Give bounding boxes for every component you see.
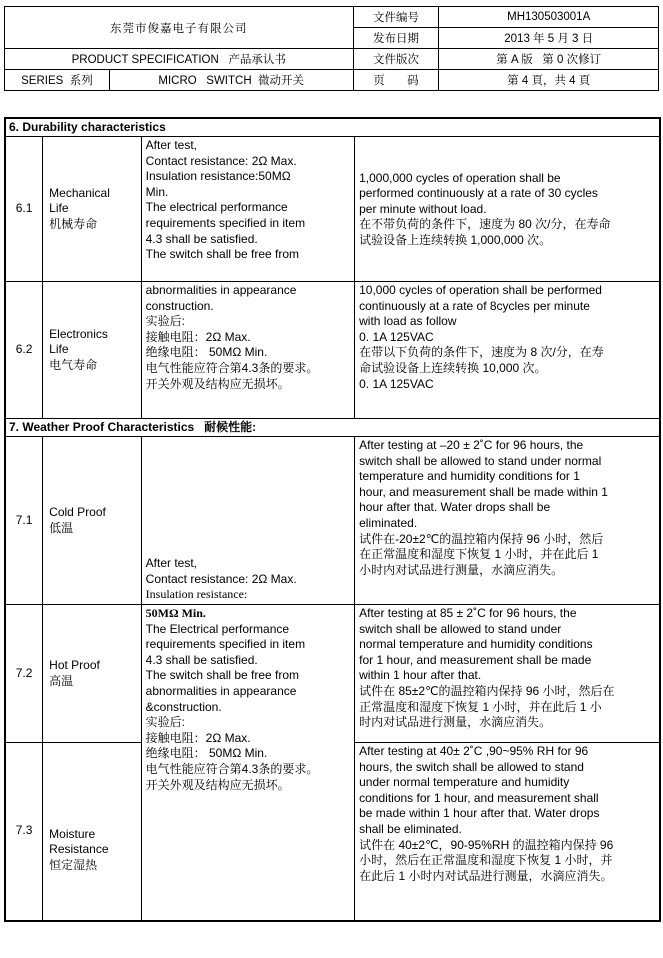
desc-line: 在不带负荷的条件下，速度为 80 次/分，在寿命 bbox=[359, 217, 611, 232]
req-line: abnormalities in appearance bbox=[145, 283, 297, 297]
requirements-cell bbox=[141, 437, 354, 605]
item-name-line: Cold Proof bbox=[49, 504, 106, 519]
item-name bbox=[43, 282, 141, 419]
req-line: 实验后: bbox=[145, 314, 185, 329]
desc-line: continuously at a rate of 8cycles per minute bbox=[359, 298, 590, 313]
desc-line: normal temperature and humidity conditions bbox=[359, 637, 593, 652]
desc-line: with load as follow bbox=[359, 314, 457, 329]
req-line: The switch shall be free from bbox=[145, 668, 300, 683]
desc-line: eliminated. bbox=[359, 515, 418, 530]
req-line: requirements specified in item bbox=[145, 637, 306, 652]
req-line: After test, bbox=[145, 556, 198, 571]
description-cell bbox=[355, 282, 660, 419]
item-number: 7.1 bbox=[5, 437, 43, 605]
desc-line: 命试验设备上连续转换 10,000 次。 bbox=[359, 360, 547, 375]
desc-line: per minute without load. bbox=[359, 201, 487, 216]
req-line: Contact resistance: 2Ω Max. bbox=[145, 153, 297, 168]
field-label: 发布日期 bbox=[353, 28, 439, 49]
desc-line: 10,000 cycles of operation shall be performed bbox=[359, 283, 602, 297]
desc-line: 1,000,000 cycles of operation shall be bbox=[359, 170, 561, 185]
item-name bbox=[43, 743, 141, 921]
req-line: construction. bbox=[145, 298, 214, 313]
field-label: 文件版次 bbox=[353, 49, 439, 70]
req-line: &construction. bbox=[145, 699, 222, 714]
desc-line: conditions for 1 hour, and measurement shall bbox=[359, 790, 599, 805]
desc-line: 试件在 85±2℃的温控箱内保持 96 小时，然后在 bbox=[359, 683, 615, 698]
req-line: requirements specified in item bbox=[145, 215, 306, 230]
description-cell bbox=[355, 743, 660, 921]
desc-line: After testing at 85 ± 2˚C for 96 hours, the bbox=[359, 606, 577, 620]
item-name-line: Electronics bbox=[49, 326, 108, 341]
item-name bbox=[43, 605, 141, 743]
section-title: 6. Durability characteristics bbox=[5, 118, 660, 137]
item-number: 6.2 bbox=[5, 282, 43, 419]
req-line: The electrical performance bbox=[145, 200, 288, 215]
desc-line: be made within 1 hour after that. Water drops bbox=[359, 806, 600, 821]
desc-line: 0. 1A 125VAC bbox=[359, 329, 434, 344]
item-name-line: Life bbox=[49, 342, 69, 357]
field-value: MH130503001A bbox=[439, 7, 659, 28]
desc-line: 试件在 40±2℃，90-95%RH 的温控箱内保持 96 bbox=[359, 837, 614, 852]
req-line: 电气性能应符合第4.3条的要求。 bbox=[145, 360, 319, 375]
item-name bbox=[43, 137, 141, 282]
field-value: 第 4 頁，共 4 頁 bbox=[439, 70, 659, 91]
item-name-line: Resistance bbox=[49, 842, 109, 857]
series-label: SERIES 系列 bbox=[5, 70, 110, 91]
desc-line: for 1 hour, and measurement shall be made bbox=[359, 652, 592, 667]
req-line: 50MΩ Min. bbox=[145, 606, 206, 620]
item-number: 6.1 bbox=[5, 137, 43, 282]
field-value: 第 A 版 第 0 次修订 bbox=[439, 49, 659, 70]
field-label: 页 码 bbox=[353, 70, 439, 91]
desc-line: temperature and humidity conditions for 1 bbox=[359, 469, 580, 484]
desc-line: under normal temperature and humidity bbox=[359, 775, 570, 790]
desc-line: 在正常温度和湿度下恢复 1 小时，并在此后 1 bbox=[359, 547, 599, 562]
req-line: 绝缘电阻： 50MΩ Min. bbox=[145, 345, 268, 360]
item-name-line: 低温 bbox=[49, 520, 74, 535]
desc-line: 试件在-20±2℃的温控箱内保持 96 小时，然后 bbox=[359, 531, 604, 546]
desc-line: hour after that. Water drops shall be bbox=[359, 500, 551, 515]
field-value: 2013 年 5 月 3 日 bbox=[439, 28, 659, 49]
desc-line: 在此后 1 小时内对试品进行测量，水滴应消失。 bbox=[359, 868, 613, 883]
desc-line: After testing at –20 ± 2˚C for 96 hours, the bbox=[359, 438, 584, 452]
desc-line: within 1 hour after that. bbox=[359, 668, 482, 683]
req-line: 电气性能应符合第4.3条的要求。 bbox=[145, 761, 319, 776]
desc-line: After testing at 40± 2˚C ,90~95% RH for 96 bbox=[359, 744, 589, 758]
req-line: 绝缘电阻： 50MΩ Min. bbox=[145, 746, 268, 761]
desc-line: 正常温度和湿度下恢复 1 小时，并在此后 1 小 bbox=[359, 699, 602, 714]
desc-line: 时内对试品进行测量，水滴应消失。 bbox=[359, 715, 552, 730]
item-name-line: Hot Proof bbox=[49, 657, 100, 672]
desc-line: shall be eliminated. bbox=[359, 821, 462, 836]
req-line: The Electrical performance bbox=[145, 621, 290, 636]
desc-line: performed continuously at a rate of 30 cycles bbox=[359, 186, 598, 201]
req-line: The switch shall be free from bbox=[145, 247, 300, 262]
desc-line: 小时内对试品进行测量，水滴应消失。 bbox=[359, 562, 564, 577]
requirements-cell bbox=[141, 605, 354, 921]
header-table bbox=[4, 6, 659, 91]
req-line: Contact resistance: 2Ω Max. bbox=[145, 571, 297, 586]
item-number: 7.3 bbox=[5, 743, 43, 921]
req-line: Min. bbox=[145, 184, 169, 199]
desc-line: hour, and measurement shall be made within 1 bbox=[359, 484, 608, 499]
item-name-line: 机械寿命 bbox=[49, 216, 98, 231]
company-name: 东莞市俊嘉电子有限公司 bbox=[5, 7, 354, 49]
req-line: abnormalities in appearance bbox=[145, 683, 297, 698]
desc-line: hours, the switch shall be allowed to stand bbox=[359, 759, 584, 774]
item-name-line: 高温 bbox=[49, 673, 74, 688]
item-number: 7.2 bbox=[5, 605, 43, 743]
req-line: 接触电阻：2Ω Max. bbox=[145, 730, 251, 745]
item-name-line: 电气寿命 bbox=[49, 357, 98, 372]
desc-line: switch shall be allowed to stand under bbox=[359, 621, 562, 636]
desc-line: switch shall be allowed to stand under normal bbox=[359, 453, 602, 468]
item-name-line: Moisture bbox=[49, 826, 96, 841]
description-cell bbox=[355, 437, 660, 605]
desc-line: 小时，然后在正常温度和湿度下恢复 1 小时，并 bbox=[359, 853, 613, 868]
req-line: Insulation resistance: bbox=[145, 587, 248, 602]
description-cell bbox=[355, 605, 660, 743]
item-name bbox=[43, 437, 141, 605]
req-line: 接触电阻：2Ω Max. bbox=[145, 329, 251, 344]
item-name-line: Life bbox=[49, 201, 69, 216]
item-name-line: 恒定湿热 bbox=[49, 858, 98, 873]
micro-switch-label: MICRO SWITCH 微动开关 bbox=[109, 70, 353, 91]
desc-line: 在带以下负荷的条件下，速度为 8 次/分，在寿 bbox=[359, 345, 604, 360]
item-name-line: Mechanical bbox=[49, 185, 110, 200]
characteristics-table bbox=[4, 117, 661, 922]
description-cell bbox=[355, 137, 660, 282]
product-specification: PRODUCT SPECIFICATION 产品承认书 bbox=[5, 49, 354, 70]
field-label: 文件编号 bbox=[353, 7, 439, 28]
requirements-cell bbox=[141, 282, 354, 419]
desc-line: 试验设备上连续转换 1,000,000 次。 bbox=[359, 232, 552, 247]
req-line: 开关外观及结构应无损坏。 bbox=[145, 777, 290, 792]
desc-line: 0. 1A 125VAC bbox=[359, 376, 434, 391]
req-line: After test, bbox=[145, 138, 198, 152]
req-line: 实验后: bbox=[145, 715, 185, 730]
req-line: 开关外观及结构应无损坏。 bbox=[145, 376, 290, 391]
req-line: 4.3 shall be satisfied. bbox=[145, 231, 258, 246]
requirements-cell bbox=[141, 137, 354, 282]
req-line: Insulation resistance:50MΩ bbox=[145, 169, 291, 184]
section-title: 7. Weather Proof Characteristics 耐候性能: bbox=[5, 419, 660, 437]
req-line: 4.3 shall be satisfied. bbox=[145, 652, 258, 667]
